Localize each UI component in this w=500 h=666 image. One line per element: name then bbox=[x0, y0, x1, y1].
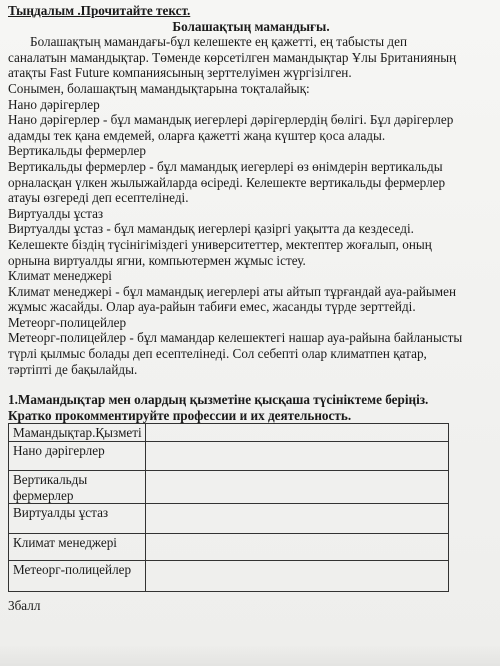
answer-cell[interactable] bbox=[146, 471, 449, 504]
section-line: Нано дәрігерлер - бұл мамандық иегерлері дәрігерлердің бөлігі. Бұл дәрігерлер bbox=[8, 112, 454, 128]
section-virtual-teacher bbox=[8, 206, 494, 268]
table-row bbox=[9, 504, 449, 534]
intro-line: Сонымен, болашақтың мамандықтарына тоқталайық: bbox=[8, 80, 310, 96]
worksheet-header: Тыңдалым .Прочитайте текст. bbox=[8, 3, 191, 18]
section-title: Климат менеджері bbox=[8, 268, 112, 284]
section-title: Виртуалды ұстаз bbox=[8, 205, 104, 221]
section-line: орнына виртуалды ягни, компьютермен жұмыс істеу. bbox=[8, 252, 306, 268]
table-row bbox=[9, 561, 449, 592]
text-title: Болашақтың мамандығы. bbox=[172, 18, 330, 34]
section-line: Метеорг-полицейлер - бұл мамандар келешектегі нашар ауа-райына байланысты bbox=[8, 330, 463, 346]
section-line: орналасқан үлкен жылыжайларда өсіреді. Келешекте вертикальды фермерлер bbox=[8, 174, 446, 190]
answer-cell[interactable] bbox=[146, 561, 449, 592]
score-label: 3балл bbox=[8, 598, 41, 614]
profession-cell: Нано дәрігерлер bbox=[9, 442, 146, 471]
section-climate-manager bbox=[8, 268, 494, 315]
intro-line: атақты Fast Future компаниясының зерттелуімен жүргізілген. bbox=[8, 65, 352, 81]
answer-table bbox=[8, 423, 449, 592]
answer-cell[interactable] bbox=[146, 504, 449, 534]
table-header-cell-empty[interactable] bbox=[146, 424, 449, 442]
section-title: Вертикальды фермерлер bbox=[8, 143, 146, 159]
section-meteorg-police bbox=[8, 315, 494, 377]
intro-line: саналатын мамандықтар. Төменде көрсетілген мамандықтар Ұлы Британияның bbox=[8, 49, 457, 65]
task-line-russian: Кратко прокомментируйте профессии и их деятельность. bbox=[8, 407, 352, 423]
section-vertical-farmers bbox=[8, 143, 494, 205]
intro-line: Болашақтың мамандағы-бұл келешекте ең қажетті, ең табысты деп bbox=[30, 34, 408, 50]
table-row bbox=[9, 442, 449, 471]
section-line: Келешекте біздің түсінігіміздегі университеттер, мектептер жоғалып, оның bbox=[8, 236, 432, 252]
section-line: тәртіпті де бақылайды. bbox=[8, 361, 138, 377]
profession-cell: Климат менеджері bbox=[9, 534, 146, 561]
profession-cell: Виртуалды ұстаз bbox=[9, 504, 146, 534]
section-line: адамды тек қана емдемей, оларға қажетті жаңа күштер қоса алады. bbox=[8, 127, 386, 143]
section-line: түрлі қылмыс болады деп есептелінеді. Сол себепті олар климатпен қатар, bbox=[8, 346, 427, 362]
profession-cell: Метеорг-полицейлер bbox=[9, 561, 146, 592]
answer-cell[interactable] bbox=[146, 534, 449, 561]
section-line: Климат менеджері - бұл мамандық иегерлері аты айтып тұрғандай ауа-райымен bbox=[8, 283, 457, 299]
section-title: Метеорг-полицейлер bbox=[8, 314, 127, 330]
table-row bbox=[9, 534, 449, 561]
answer-cell[interactable] bbox=[146, 442, 449, 471]
profession-cell: Вертикальды фермерлер bbox=[9, 471, 146, 504]
task-instruction bbox=[8, 392, 494, 423]
section-line: атауы өзгереді деп есептелінеді. bbox=[8, 190, 189, 206]
section-nano-doctors bbox=[8, 97, 494, 144]
section-line: Вертикальды фермерлер - бұл мамандық иегерлері өз өнімдерін вертикальды bbox=[8, 158, 443, 174]
section-title: Нано дәрігерлер bbox=[8, 96, 100, 112]
table-row bbox=[9, 471, 449, 504]
intro-paragraph bbox=[8, 34, 494, 96]
table-header-row bbox=[9, 424, 449, 442]
photo-shadow bbox=[0, 644, 500, 666]
table-header-cell: Мамандықтар.Қызметі bbox=[9, 424, 146, 442]
section-line: Виртуалды ұстаз - бұл мамандық иегерлері қазіргі уақытта да кездеседі. bbox=[8, 221, 414, 237]
task-line-kazakh: 1.Мамандықтар мен олардың қызметіне қысқаша түсініктеме беріңіз. bbox=[8, 392, 429, 408]
section-line: жұмыс жасайды. Олар ауа-райын табиғи емес, жасанды түрде зерттейді. bbox=[8, 299, 416, 315]
